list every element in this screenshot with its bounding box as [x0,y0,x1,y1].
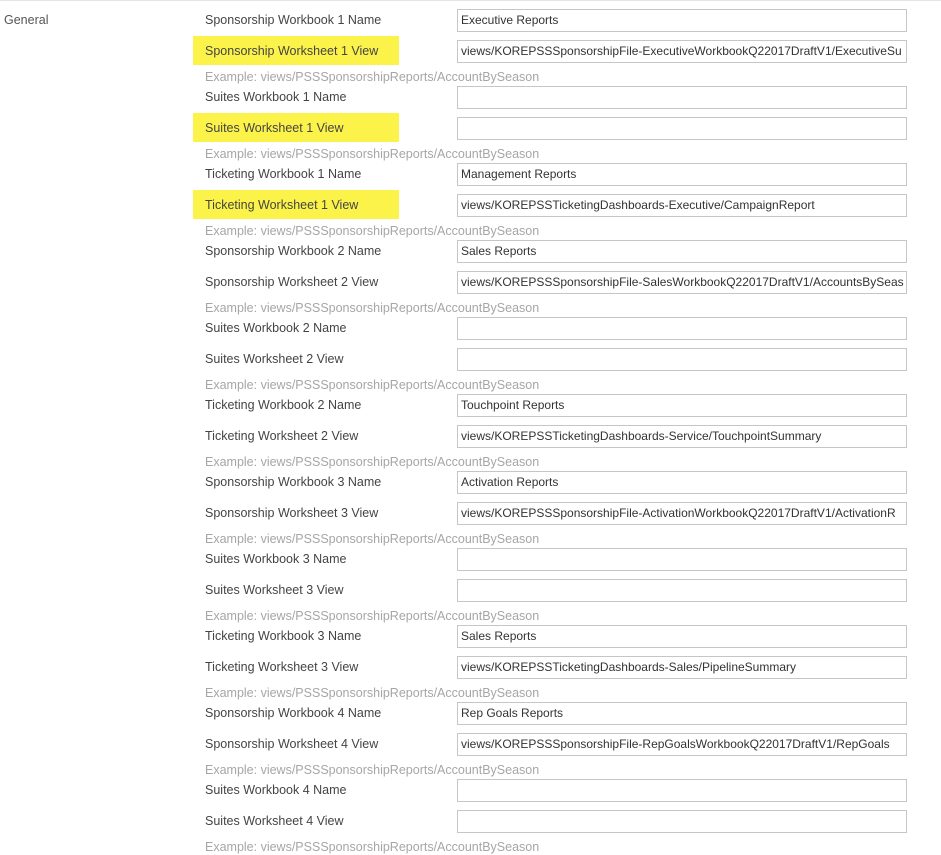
ticketing-worksheet-1-view-input[interactable]: views/KOREPSSTicketingDashboards-Executive/CampaignReport [457,194,907,217]
ticketing-workbook-2-name-label: Ticketing Workbook 2 Name [205,398,362,412]
suites-workbook-4-name-input[interactable] [457,779,907,802]
suites-worksheet-1-view-label: Suites Worksheet 1 View [205,121,344,135]
example-hint: Example: views/PSSSponsorshipReports/AccountBySeason [205,70,540,84]
section-label: General [4,13,49,27]
example-hint: Example: views/PSSSponsorshipReports/AccountBySeason [205,840,540,854]
sponsorship-workbook-2-name-label: Sponsorship Workbook 2 Name [205,244,382,258]
example-hint: Example: views/PSSSponsorshipReports/AccountBySeason [205,224,540,238]
suites-worksheet-3-view-input[interactable] [457,579,907,602]
suites-worksheet-2-view-input[interactable] [457,348,907,371]
suites-workbook-1-name-label: Suites Workbook 1 Name [205,90,347,104]
sponsorship-workbook-3-name-label: Sponsorship Workbook 3 Name [205,475,382,489]
ticketing-workbook-3-name-input[interactable]: Sales Reports [457,625,907,648]
sponsorship-worksheet-2-view-label: Sponsorship Worksheet 2 View [205,275,379,289]
sponsorship-worksheet-4-view-label: Sponsorship Worksheet 4 View [205,737,379,751]
suites-workbook-3-name-input[interactable] [457,548,907,571]
suites-worksheet-1-view-input[interactable] [457,117,907,140]
example-hint: Example: views/PSSSponsorshipReports/AccountBySeason [205,763,540,777]
example-hint: Example: views/PSSSponsorshipReports/AccountBySeason [205,532,540,546]
suites-workbook-2-name-label: Suites Workbook 2 Name [205,321,347,335]
ticketing-worksheet-3-view-label: Ticketing Worksheet 3 View [205,660,359,674]
sponsorship-workbook-1-name-input[interactable]: Executive Reports [457,9,907,32]
suites-worksheet-2-view-label: Suites Worksheet 2 View [205,352,344,366]
suites-workbook-1-name-input[interactable] [457,86,907,109]
example-hint: Example: views/PSSSponsorshipReports/AccountBySeason [205,378,540,392]
example-hint: Example: views/PSSSponsorshipReports/AccountBySeason [205,301,540,315]
sponsorship-worksheet-2-view-input[interactable]: views/KOREPSSSponsorshipFile-SalesWorkbookQ22017DraftV1/AccountsBySeas [457,271,907,294]
sponsorship-worksheet-1-view-input[interactable]: views/KOREPSSSponsorshipFile-ExecutiveWorkbookQ22017DraftV1/ExecutiveSu [457,40,907,63]
sponsorship-workbook-4-name-input[interactable]: Rep Goals Reports [457,702,907,725]
ticketing-worksheet-1-view-label: Ticketing Worksheet 1 View [205,198,359,212]
top-divider [0,0,941,1]
sponsorship-workbook-1-name-label: Sponsorship Workbook 1 Name [205,13,382,27]
example-hint: Example: views/PSSSponsorshipReports/AccountBySeason [205,609,540,623]
suites-workbook-3-name-label: Suites Workbook 3 Name [205,552,347,566]
suites-worksheet-3-view-label: Suites Worksheet 3 View [205,583,344,597]
ticketing-workbook-2-name-input[interactable]: Touchpoint Reports [457,394,907,417]
suites-workbook-2-name-input[interactable] [457,317,907,340]
sponsorship-workbook-4-name-label: Sponsorship Workbook 4 Name [205,706,382,720]
example-hint: Example: views/PSSSponsorshipReports/AccountBySeason [205,147,540,161]
ticketing-workbook-3-name-label: Ticketing Workbook 3 Name [205,629,362,643]
sponsorship-worksheet-1-view-label: Sponsorship Worksheet 1 View [205,44,379,58]
sponsorship-workbook-3-name-input[interactable]: Activation Reports [457,471,907,494]
sponsorship-workbook-2-name-input[interactable]: Sales Reports [457,240,907,263]
ticketing-workbook-1-name-input[interactable]: Management Reports [457,163,907,186]
ticketing-worksheet-2-view-input[interactable]: views/KOREPSSTicketingDashboards-Service/TouchpointSummary [457,425,907,448]
suites-worksheet-4-view-label: Suites Worksheet 4 View [205,814,344,828]
example-hint: Example: views/PSSSponsorshipReports/AccountBySeason [205,455,540,469]
sponsorship-worksheet-3-view-input[interactable]: views/KOREPSSSponsorshipFile-ActivationWorkbookQ22017DraftV1/ActivationR [457,502,907,525]
sponsorship-worksheet-3-view-label: Sponsorship Worksheet 3 View [205,506,379,520]
example-hint: Example: views/PSSSponsorshipReports/AccountBySeason [205,686,540,700]
ticketing-workbook-1-name-label: Ticketing Workbook 1 Name [205,167,362,181]
suites-workbook-4-name-label: Suites Workbook 4 Name [205,783,347,797]
sponsorship-worksheet-4-view-input[interactable]: views/KOREPSSSponsorshipFile-RepGoalsWorkbookQ22017DraftV1/RepGoals [457,733,907,756]
ticketing-worksheet-2-view-label: Ticketing Worksheet 2 View [205,429,359,443]
suites-worksheet-4-view-input[interactable] [457,810,907,833]
ticketing-worksheet-3-view-input[interactable]: views/KOREPSSTicketingDashboards-Sales/PipelineSummary [457,656,907,679]
